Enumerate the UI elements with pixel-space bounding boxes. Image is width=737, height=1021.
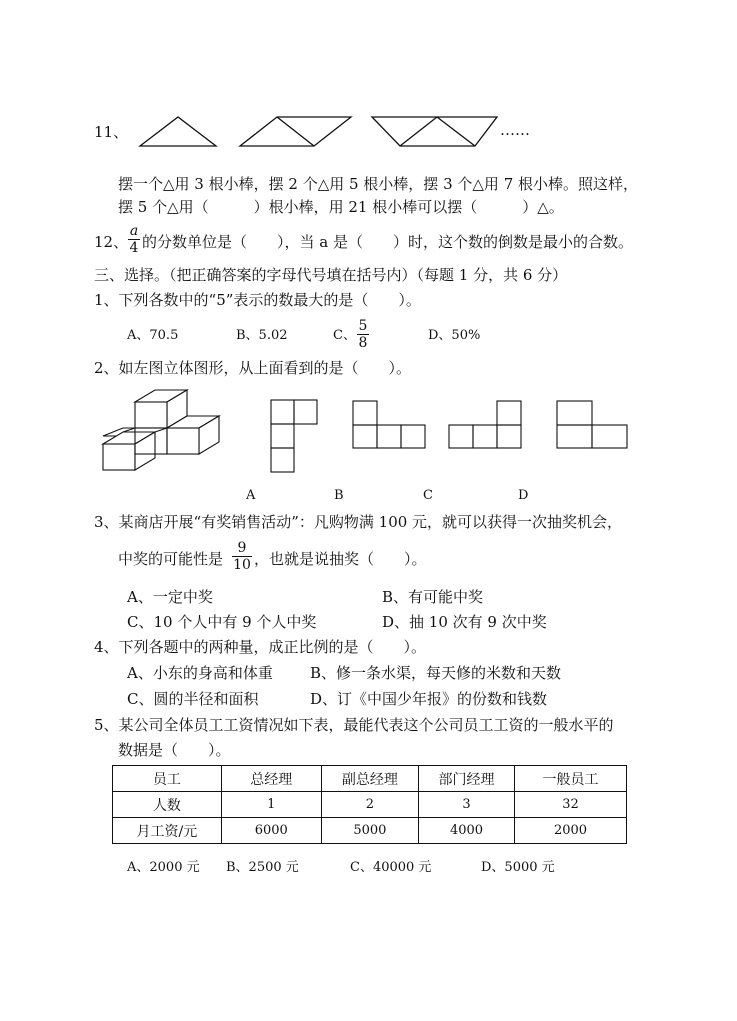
c4-option-d: D、订《中国少年报》的份数和钱数 [310,690,548,708]
table-cell: 5000 [321,818,418,844]
c3-frac-den: 10 [233,557,251,573]
salary-table [112,765,627,844]
view-option-a [271,400,317,472]
view-option-d [557,401,627,448]
table-header-cell: 副总经理 [321,766,418,792]
table-cell: 3 [418,792,514,818]
c3-option-d: D、抽 10 次有 9 次中奖 [382,613,547,631]
table-header-row [113,766,627,792]
c1-option-d: D、50% [428,328,481,343]
c1-option-c: C、 [333,328,356,343]
view-option-c [449,401,521,448]
q11-line1: 摆一个△用 3 根小棒，摆 2 个△用 5 根小棒，摆 3 个△用 7 根小棒。照这样， [118,175,639,193]
q12-text: 的分数单位是（ ），当 a 是（ ）时，这个数的倒数是最小的合数。 [142,233,633,251]
c3-option-a: A、一定中奖 [127,588,213,606]
table-row [113,792,627,818]
view-option-b [353,401,425,448]
c4-option-b: B、修一条水渠，每天修的米数和天数 [310,664,562,682]
c4-option-c: C、圆的半径和面积 [127,690,259,708]
pattern-ellipsis: …… [500,121,530,139]
c5-option-a: A、2000 元 [127,860,200,875]
table-row [113,818,627,844]
c4-stem: 4、下列各题中的两种量，成正比例的是（ ）。 [94,638,427,656]
table-cell: 32 [515,792,627,818]
q12-number: 12、 [94,233,129,251]
c2-label-b: B [334,488,344,503]
c4-option-a: A、小东的身高和体重 [127,664,273,682]
c1-option-b: B、5.02 [236,328,288,343]
table-cell: 月工资/元 [113,818,222,844]
c3-line2-a: 中奖的可能性是 [118,550,224,568]
c5-option-d: D、5000 元 [481,860,555,875]
table-cell: 1 [221,792,321,818]
table-cell: 2000 [515,818,627,844]
c3-option-c: C、10 个人中有 9 个人中奖 [127,613,317,631]
c2-label-c: C [423,488,433,503]
c1-frac-den: 8 [358,335,368,351]
c5-option-b: B、2500 元 [226,860,299,875]
q11-number: 11、 [94,123,129,141]
c1-option-a: A、70.5 [127,328,179,343]
q11-line2: 摆 5 个△用（ ）根小棒，用 21 根小棒可以摆（ ）△。 [118,198,564,216]
table-header-cell: 员工 [113,766,222,792]
c3-stem: 3、某商店开展“有奖销售活动”：凡购物满 100 元，就可以获得一次抽奖机会， [94,513,623,531]
c2-label-d: D [518,488,529,503]
c2-stem: 2、如左图立体图形，从上面看到的是（ ）。 [94,359,412,377]
c3-line2-b: ，也就是说抽奖（ ）。 [254,550,427,568]
table-header-cell: 总经理 [221,766,321,792]
section-title: 三、选择。（把正确答案的字母代号填在括号内）（每题 1 分，共 6 分） [94,266,568,284]
table-cell: 4000 [418,818,514,844]
q12-frac-num: a [129,223,139,239]
table-cell: 2 [321,792,418,818]
c3-option-b: B、有可能中奖 [382,588,484,606]
table-cell: 6000 [221,818,321,844]
c5-stem-line2: 数据是（ ）。 [118,741,231,759]
c3-fraction [232,540,252,573]
table-header-cell: 部门经理 [418,766,514,792]
q12-frac-den: 4 [129,240,139,256]
c1-stem: 1、下列各数中的“5”表示的数最大的是（ ）。 [94,291,421,309]
table-cell: 人数 [113,792,222,818]
solid-cube-figure [103,390,219,470]
c5-option-c: C、40000 元 [350,860,432,875]
c1-frac-num: 5 [358,318,368,334]
table-header-cell: 一般员工 [515,766,627,792]
c3-frac-num: 9 [237,540,247,556]
c5-stem-line1: 5、某公司全体员工工资情况如下表，最能代表这个公司员工工资的一般水平的 [94,716,614,734]
c2-label-a: A [246,488,256,503]
